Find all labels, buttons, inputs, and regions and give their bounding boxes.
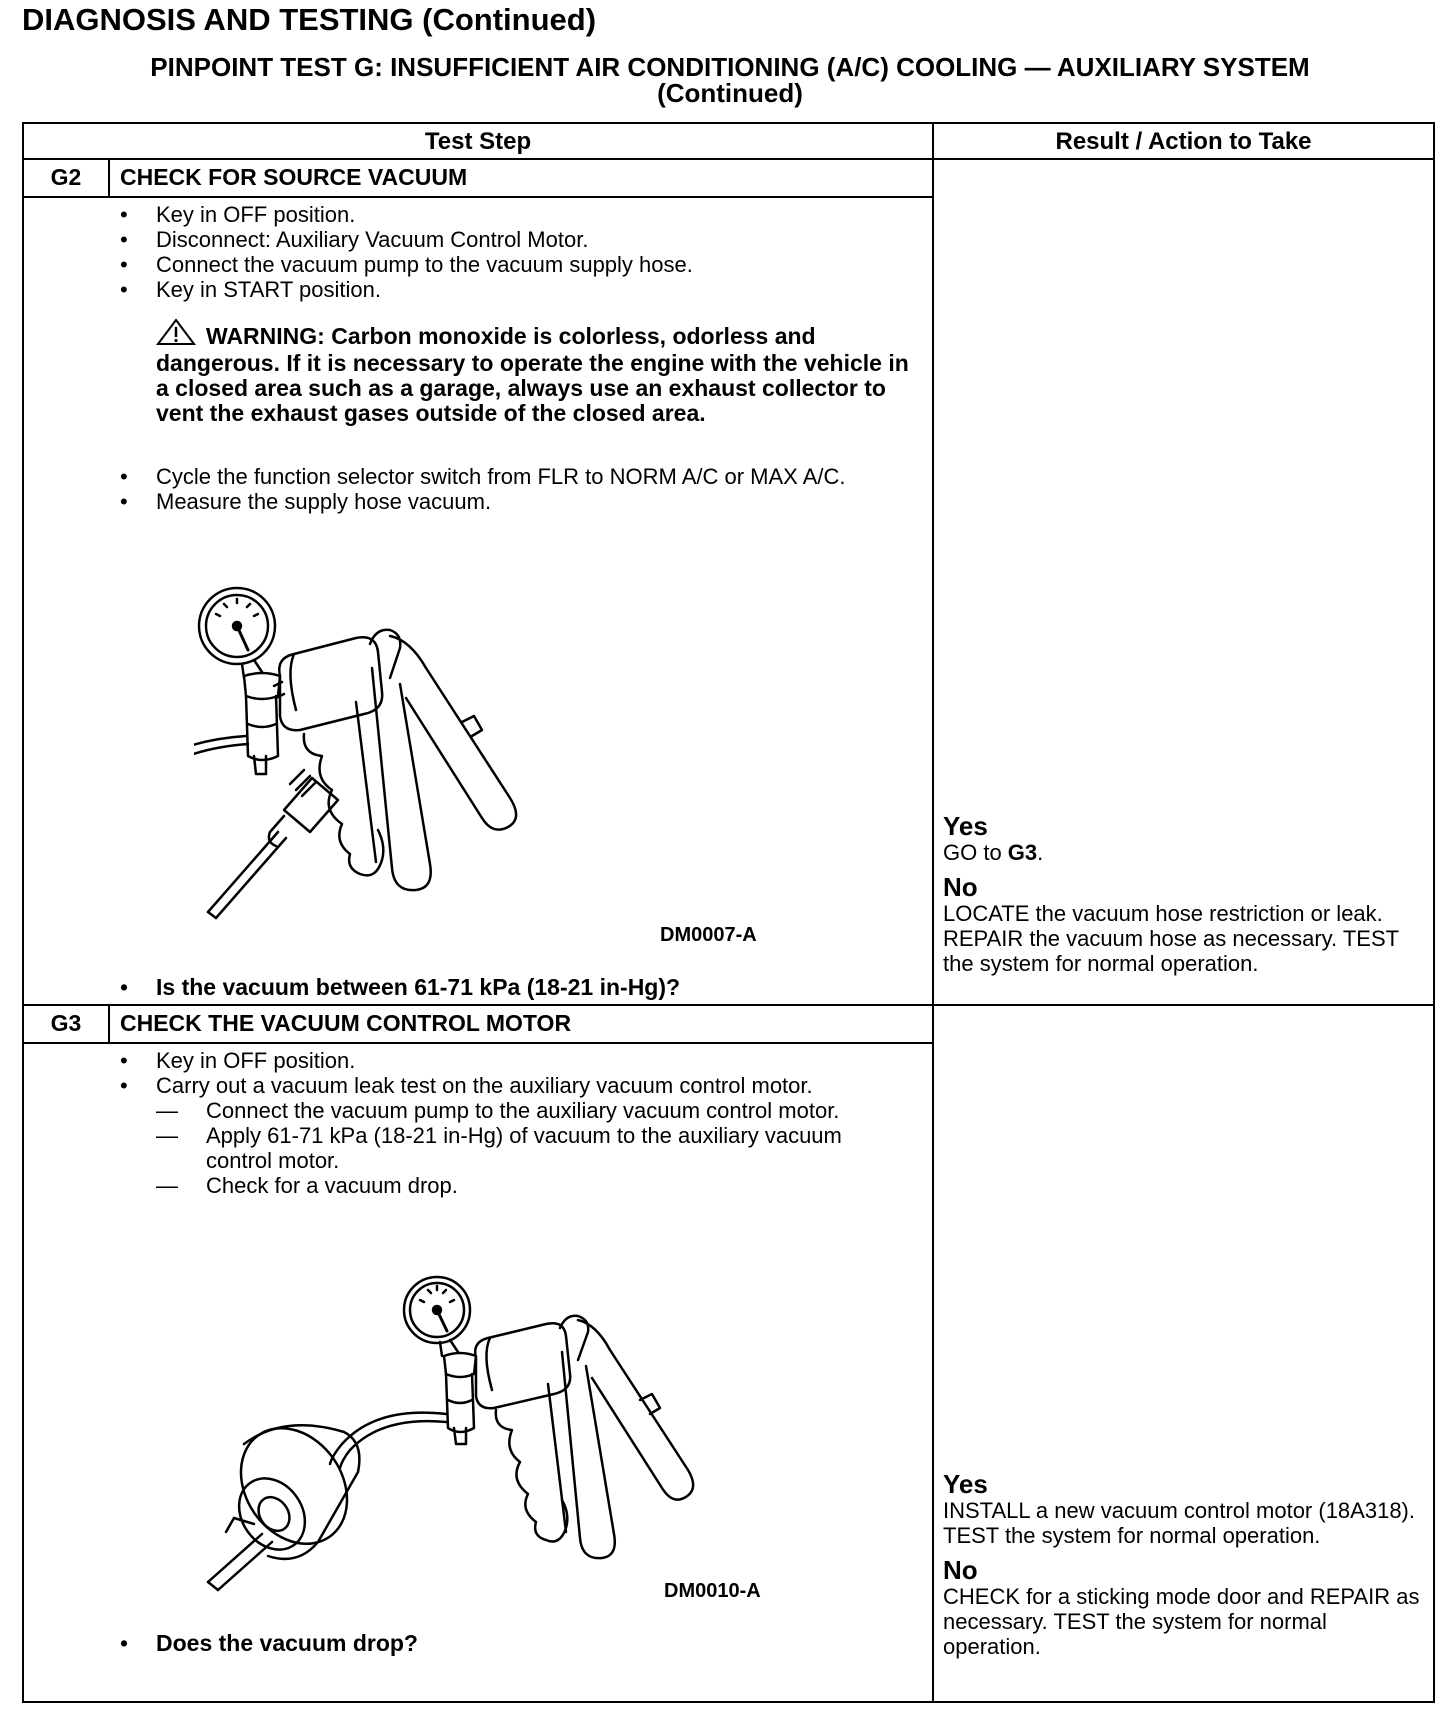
g2-step-list [120,202,920,302]
g3-no-action: CHECK for a sticking mode door and REPAIR as necessary. TEST the system for normal operation. [943,1584,1420,1659]
step-title-g3: CHECK THE VACUUM CONTROL MOTOR [120,1010,572,1036]
list-item: • Disconnect: Auxiliary Vacuum Control Motor. [120,227,920,252]
list-item: • Key in OFF position. [120,1048,900,1073]
list-item: • Measure the supply hose vacuum. [120,489,900,514]
list-item: • Cycle the function selector switch from FLR to NORM A/C or MAX A/C. [120,464,900,489]
g2-yes-action: GO to G3. [943,840,1044,865]
vacuum-pump-illustration-g2 [194,584,754,924]
subtitle-line-1: PINPOINT TEST G: INSUFFICIENT AIR CONDITIONING (A/C) COOLING — AUXILIARY SYSTEM [150,52,1310,82]
no-label: No [943,872,978,902]
pinpoint-test-title [40,54,1420,106]
list-item: • Key in START position. [120,277,920,302]
g3-yes-action: INSTALL a new vacuum control motor (18A318). TEST the system for normal operation. [943,1498,1415,1548]
g2-g3-divider [24,1004,1433,1006]
g2-id-divider [108,160,110,196]
g3-question: • Does the vacuum drop? [120,1630,418,1657]
list-item: — Apply 61-71 kPa (18-21 in-Hg) of vacuum to the auxiliary vacuum control motor. [156,1123,900,1173]
g3-title-divider [24,1042,932,1044]
figure-id-g2: DM0007-A [660,924,757,946]
g2-step-list-2 [120,464,900,514]
g2-question: • Is the vacuum between 61-71 kPa (18-21 in-Hg)? [120,974,680,1001]
yes-label: Yes [943,1469,988,1499]
header-divider [24,158,1433,160]
list-item: — Connect the vacuum pump to the auxiliary vacuum control motor. [156,1098,900,1123]
warning-triangle-icon [156,318,196,351]
g3-result [943,1470,1423,1659]
figure-id-g3: DM0010-A [664,1580,761,1602]
g2-no-action: LOCATE the vacuum hose restriction or leak. REPAIR the vacuum hose as necessary. TEST the system for normal operation. [943,901,1399,976]
subtitle-line-2: (Continued) [657,78,803,108]
step-id-g3: G3 [50,1010,82,1036]
list-item: — Check for a vacuum drop. [156,1173,900,1198]
carbon-monoxide-warning [156,318,916,426]
vacuum-pump-motor-illustration-g3 [184,1274,764,1604]
column-header-result: Result / Action to Take [1055,128,1312,155]
list-item: • Key in OFF position. [120,202,920,227]
page-title: DIAGNOSIS AND TESTING (Continued) [22,2,597,37]
column-divider [932,124,934,1701]
step-id-g2: G2 [50,164,82,190]
warning-text: WARNING: Carbon monoxide is colorless, odorless and dangerous. If it is necessary to operate the engine with the vehicle in a closed area such as a garage, always use an exhaust collector to vent the exhaust gases outside of the closed area. [156,323,909,426]
yes-label: Yes [943,811,988,841]
g3-id-divider [108,1006,110,1042]
column-header-test-step: Test Step [424,128,532,155]
g2-result [943,812,1423,976]
g3-substep-list [120,1098,900,1198]
g3-step-list [120,1048,900,1198]
step-title-g2: CHECK FOR SOURCE VACUUM [120,164,468,190]
list-item: • Carry out a vacuum leak test on the auxiliary vacuum control motor. — Connect the vacuum pump to the auxiliary vacuum control motor. — Apply 61-71 kPa (18-21 in-Hg) of vacuum to the auxiliary vacuum control motor. — Check for a vacuum drop. [120,1073,900,1198]
pinpoint-test-table [22,122,1435,1703]
g2-title-divider [24,196,932,198]
list-item: • Connect the vacuum pump to the vacuum supply hose. [120,252,920,277]
no-label: No [943,1555,978,1585]
